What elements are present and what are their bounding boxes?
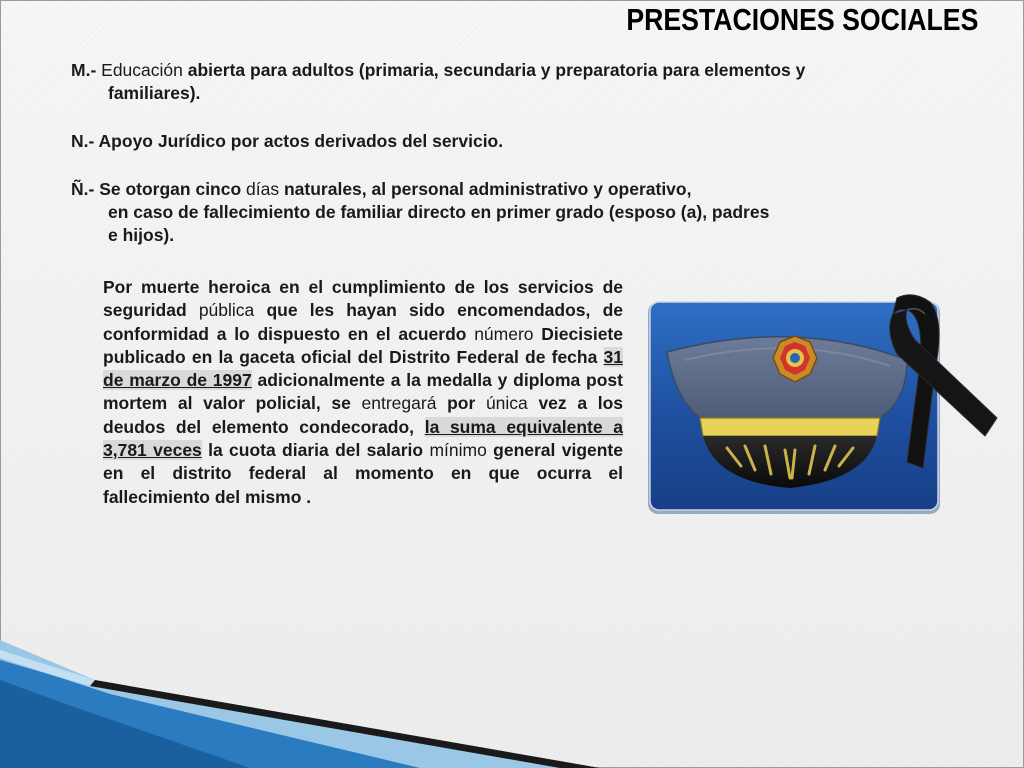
heroic-death-paragraph: Por muerte heroica en el cumplimiento de los servicios de seguridad pública que les hayan sido encomendados, de conformidad a lo dispuesto en el acuerdo número Diecisiete publicado en la gaceta oficial del Distrito Federal de fecha 31 de marzo de 1997 adicionalmente a la medalla y diploma post mortem al valor policial, se entregará por única vez a los deudos del elemento condecorado, la suma equivalente a 3,781 veces la cuota diaria del salario mínimo general vigente en el distrito federal al momento en que ocurra el fallecimiento del mismo .	[103, 277, 623, 507]
police-cap-icon	[645, 290, 1005, 522]
item-text-continued: familiares).	[108, 83, 201, 103]
item-text: Apoyo Jurídico por actos derivados del servicio.	[98, 131, 504, 151]
slide-title: PRESTACIONES SOCIALES	[625, 2, 978, 37]
item-text-continued: e hijos).	[108, 225, 175, 245]
decorative-stripes	[0, 640, 1024, 768]
list-item-m	[71, 59, 941, 105]
list-item-enie	[71, 178, 941, 247]
item-mark: N.-	[71, 131, 95, 151]
item-text: Educación abierta para adultos (primaria, secundaria y preparatoria para elementos y	[101, 60, 806, 80]
item-text: Se otorgan cinco días naturales, al personal administrativo y operativo,	[99, 179, 692, 199]
highlight-date: 31 de marzo de 1997	[103, 346, 623, 391]
highlight-amount: la suma equivalente a 3,781 veces	[103, 416, 623, 461]
item-mark: Ñ.-	[71, 179, 95, 199]
item-mark: M.-	[71, 60, 97, 80]
list-item-n	[71, 130, 941, 153]
item-text-continued: en caso de fallecimiento de familiar directo en primer grado (esposo (a), padres	[108, 202, 770, 222]
cap-band	[700, 418, 880, 436]
